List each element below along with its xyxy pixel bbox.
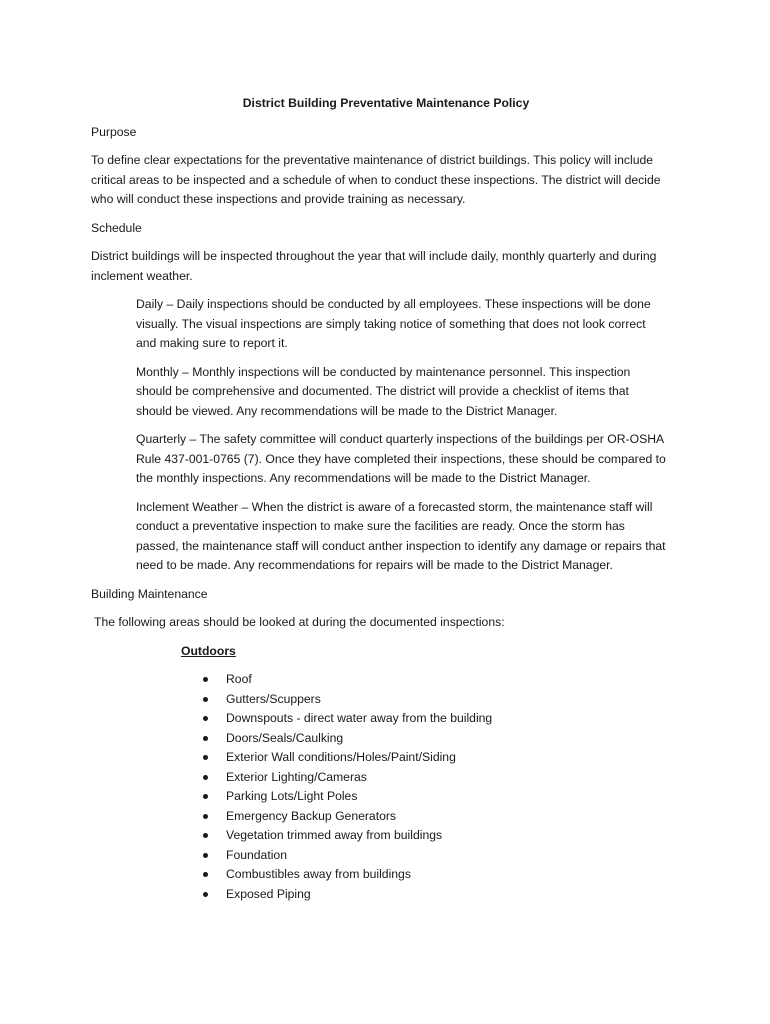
list-item: [203, 768, 671, 788]
list-item: [203, 709, 671, 729]
purpose-heading: Purpose: [91, 124, 137, 139]
bullet-icon: [203, 775, 208, 780]
list-item: [203, 787, 671, 807]
list-item: [203, 670, 671, 690]
list-item-text: Parking Lots/Light Poles: [226, 789, 358, 803]
bullet-icon: [203, 716, 208, 721]
bullet-icon: [203, 892, 208, 897]
schedule-paragraph: District buildings will be inspected throughout the year that will include daily, monthly quarterly and during inclement weather.: [91, 249, 657, 283]
purpose-paragraph: To define clear expectations for the preventative maintenance of district buildings. This policy will include critical areas to be inspected and a schedule of when to conduct these inspections. The district will decide who will conduct these inspections and provide training as necessary.: [91, 153, 661, 206]
list-item: [203, 729, 671, 749]
list-item: [203, 690, 671, 710]
list-item: [203, 865, 671, 885]
bullet-icon: [203, 755, 208, 760]
list-item-text: Doors/Seals/Caulking: [226, 730, 344, 745]
list-item-text: Emergency Backup Generators: [226, 808, 397, 823]
schedule-item-inclement-weather: Inclement Weather – When the district is aware of a forecasted storm, the maintenance staff will conduct a preventative inspection to make sure the facilities are ready. Once the storm has passed, the maintenance staff will conduct anther inspection to identify any damage or repairs that need to be made. Any recommendations for repairs will be made to the District Manager.: [136, 499, 666, 572]
list-item-text: Foundation: [226, 847, 287, 862]
schedule-item-monthly: Monthly – Monthly inspections will be conducted by maintenance personnel. This inspection should be comprehensive and documented. The district will provide a checklist of items that should be viewed. Any recommendations will be made to the District Manager.: [136, 364, 631, 418]
bullet-icon: [203, 872, 208, 877]
bullet-icon: [203, 736, 208, 741]
bullet-icon: [203, 794, 208, 799]
document-body: [91, 94, 671, 904]
schedule-item-daily: Daily – Daily inspections should be conducted by all employees. These inspections will be done visually. The visual inspections are simply taking notice of something that does not look correct and making sure to report it.: [136, 297, 651, 350]
list-item: [203, 846, 671, 866]
building-maintenance-heading: Building Maintenance: [91, 586, 208, 601]
outdoors-heading: Outdoors: [181, 643, 236, 658]
bullet-icon: [203, 833, 208, 838]
list-item: [203, 807, 671, 827]
list-item-text: Downspouts - direct water away from the building: [226, 711, 493, 725]
list-item: [203, 748, 671, 768]
bullet-icon: [203, 814, 208, 819]
building-maintenance-intro: The following areas should be looked at during the documented inspections:: [94, 615, 505, 629]
list-item-text: Combustibles away from buildings: [226, 867, 411, 881]
bullet-icon: [203, 697, 208, 702]
page-title: District Building Preventative Maintenance Policy: [242, 96, 530, 110]
list-item-text: Gutters/Scuppers: [226, 691, 321, 706]
bullet-icon: [203, 853, 208, 858]
outdoors-list: [203, 670, 671, 904]
list-item: [203, 826, 671, 846]
list-item-text: Exterior Wall conditions/Holes/Paint/Siding: [226, 750, 456, 764]
schedule-heading: Schedule: [91, 220, 142, 235]
list-item-text: Roof: [226, 672, 252, 686]
list-item-text: Exposed Piping: [226, 886, 311, 901]
list-item-text: Vegetation trimmed away from buildings: [226, 828, 443, 842]
bullet-icon: [203, 677, 208, 682]
list-item: [203, 885, 671, 905]
schedule-item-quarterly: Quarterly – The safety committee will conduct quarterly inspections of the buildings per OR-OSHA Rule 437-001-0765 (7). Once they have completed their inspections, these should be compared to the monthly inspections. Any recommendations will be made to the District Manager.: [136, 432, 666, 485]
list-item-text: Exterior Lighting/Cameras: [226, 769, 367, 784]
